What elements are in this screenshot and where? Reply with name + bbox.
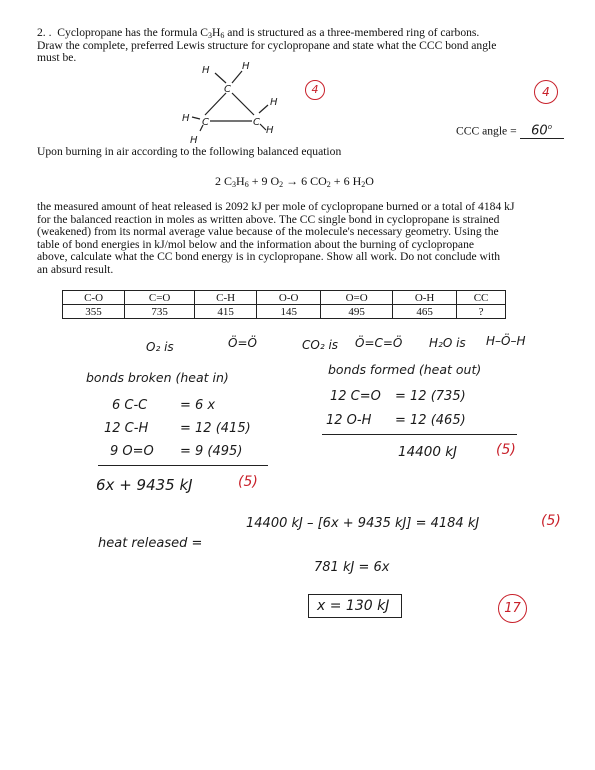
paragraph-line: above, calculate what the CC bond energy is in cyclopropane. Show all work. Do not conclude with: [37, 250, 501, 263]
heat-released-expression: 14400 kJ – [6x + 9435 kJ] = 4184 kJ: [246, 516, 480, 531]
eq-part: + 6 H: [330, 174, 362, 188]
formed-total: 14400 kJ: [398, 444, 458, 460]
subscript: 2: [326, 180, 331, 189]
eq-part: H: [236, 174, 245, 188]
subscript: 6: [244, 180, 249, 189]
bond-line: [232, 71, 242, 83]
formed-row-right: = 12 (735): [395, 389, 466, 404]
atom-label: H: [182, 113, 190, 124]
subscript: 3: [232, 180, 237, 189]
angle-value: [520, 121, 564, 139]
subscript: 3: [207, 31, 212, 40]
atom-label: H: [190, 135, 198, 145]
h2o-label: H₂O is: [429, 336, 466, 350]
heat-released-label: heat released =: [98, 536, 203, 551]
table-header-cell: C=O: [125, 291, 195, 305]
formed-row-right: = 12 (465): [395, 413, 466, 428]
broken-score: (5): [238, 474, 258, 490]
atom-label: H: [202, 65, 210, 76]
broken-row-left: 6 C-C: [112, 398, 148, 413]
formed-score: (5): [496, 442, 516, 458]
o2-structure: Ö=Ö: [228, 336, 257, 350]
lewis-structure-drawing: [180, 55, 320, 145]
heat-score: (5): [541, 513, 561, 529]
broken-row-left: 9 O=O: [110, 444, 154, 459]
question-number: 2. .: [37, 26, 52, 39]
atom-label: C: [253, 117, 260, 128]
bond-energy-table: [62, 290, 506, 319]
final-score-circle: [498, 594, 527, 623]
problem-paragraph: [37, 201, 582, 276]
score-value: 17: [504, 601, 521, 616]
bond-line: [232, 93, 254, 115]
eq-part: O: [365, 174, 374, 188]
co2-label: CO₂ is: [302, 338, 339, 352]
score-structure-circle: [305, 80, 325, 100]
table-header-row: [63, 291, 506, 305]
table-cell: 355: [63, 305, 125, 319]
score-value: 4: [311, 83, 319, 96]
broken-row-right: = 9 (495): [180, 444, 243, 459]
broken-row-right: = 12 (415): [180, 421, 251, 436]
broken-row-left: 12 C-H: [104, 421, 149, 436]
score-angle-circle: [534, 80, 558, 104]
table-header-cell: CC: [457, 291, 506, 305]
table-header-cell: O=O: [321, 291, 393, 305]
o2-label: O₂ is: [146, 340, 174, 354]
question-intro-end: and is structured as a three-membered ring of carbons.: [224, 26, 480, 39]
broken-total: 6x + 9435 kJ: [96, 476, 193, 494]
bond-line: [205, 93, 226, 115]
formed-row-left: 12 O-H: [326, 413, 372, 428]
solution-step: 781 kJ = 6x: [314, 560, 390, 575]
angle-answer: [456, 121, 564, 139]
degree-mark: o: [547, 123, 552, 131]
paragraph-line: the measured amount of heat released is 2092 kJ per mole of cyclopropane burned or a total of 4184 kJ: [37, 200, 515, 213]
table-header-cell: O-H: [393, 291, 457, 305]
table-cell: ?: [457, 305, 506, 319]
atom-label: H: [242, 61, 250, 72]
subscript: 2: [361, 180, 366, 189]
final-answer-box: x = 130 kJ: [308, 594, 402, 618]
table-cell: 495: [321, 305, 393, 319]
sum-line: [322, 434, 517, 435]
atom-label: C: [224, 84, 231, 95]
eq-part: → 6 CO: [283, 174, 327, 188]
balanced-equation: [215, 174, 374, 189]
formed-row-left: 12 C=O: [330, 389, 381, 404]
co2-structure: Ö=C=Ö: [355, 336, 403, 350]
paragraph-line: table of bond energies in kJ/mol below and the information about the burning of cyclopropane: [37, 237, 475, 251]
table-cell: 145: [257, 305, 321, 319]
angle-number: 60: [531, 123, 548, 139]
score-value: 4: [542, 85, 550, 99]
bond-line: [259, 105, 268, 113]
question-line-1: [37, 27, 577, 40]
table-header-cell: O-O: [257, 291, 321, 305]
paragraph-line: for the balanced reaction in moles as written above. The CC single bond in cyclopropane is strained: [37, 212, 500, 226]
table-cell: 465: [393, 305, 457, 319]
question-intro: Cyclopropane has the formula C: [57, 26, 208, 39]
combustion-intro: Upon burning in air according to the following balanced equation: [37, 145, 342, 158]
h2o-structure: H–Ö–H: [486, 334, 526, 348]
bonds-formed-title: bonds formed (heat out): [328, 362, 482, 377]
table-cell: 415: [195, 305, 257, 319]
paragraph-line: an absurd result.: [37, 262, 114, 276]
broken-row-right: = 6 x: [180, 398, 216, 413]
atom-label: C: [202, 117, 209, 128]
bond-line: [215, 73, 226, 83]
table-row: [63, 305, 506, 319]
atom-label: H: [266, 125, 274, 136]
paragraph-line: (weakened) from its normal average value because of the molecule's necessary geometry. Using the: [37, 225, 499, 238]
table-cell: 735: [125, 305, 195, 319]
table-header-cell: C-O: [63, 291, 125, 305]
bonds-broken-title: bonds broken (heat in): [86, 370, 229, 385]
atom-label: H: [270, 97, 278, 108]
bond-line: [192, 117, 200, 119]
eq-part: 2 C: [215, 174, 233, 188]
question-line-2: Draw the complete, preferred Lewis structure for cyclopropane and state what the CCC bond angle: [37, 38, 497, 52]
question-intro-mid: H: [211, 26, 221, 39]
angle-label: CCC angle =: [456, 124, 517, 138]
eq-part: + 9 O: [248, 174, 280, 188]
subscript: 2: [279, 180, 284, 189]
subscript: 6: [220, 31, 225, 40]
table-header-cell: C-H: [195, 291, 257, 305]
sum-line: [98, 465, 268, 466]
question-line-3: must be.: [37, 51, 77, 64]
